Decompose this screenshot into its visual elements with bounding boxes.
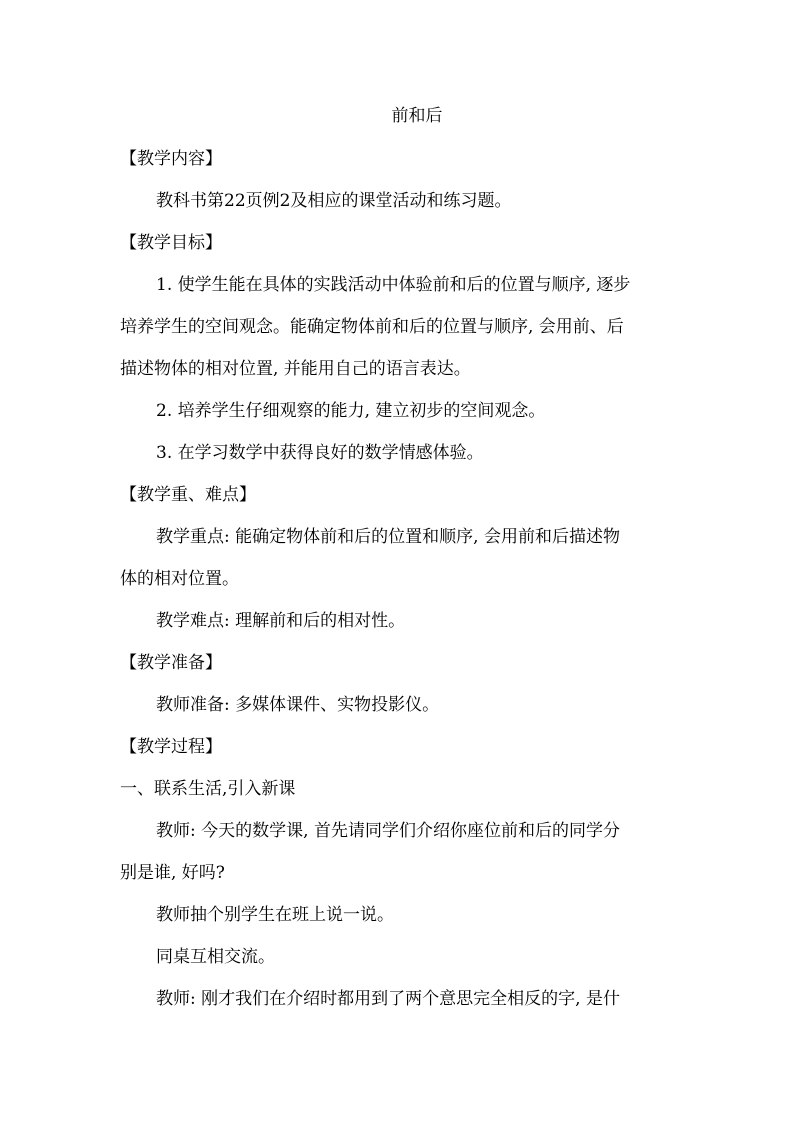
key-point-line-2: 体的相对位置。 [120,569,239,589]
content-text: 教科书第22页例2及相应的课堂活动和练习题。 [156,191,512,211]
section-heading-key-points: 【教学重、难点】 [120,485,256,505]
goal-3: 3. 在学习数学中获得良好的数学情感体验。 [156,443,484,463]
key-point-line-1: 教学重点: 能确定物体前和后的位置和顺序, 会用前和后描述物 [156,527,620,547]
step-1-heading: 一、联系生活,引入新课 [120,779,296,799]
section-heading-preparation: 【教学准备】 [120,653,222,673]
paragraph-1-line-1: 教师: 今天的数学课, 首先请同学们介绍你座位前和后的同学分 [156,821,620,841]
goal-1-line-3: 描述物体的相对位置, 并能用自己的语言表达。 [120,359,471,379]
goal-1-line-1: 1. 使学生能在具体的实践活动中体验前和后的位置与顺序, 逐步 [156,275,631,295]
section-heading-content: 【教学内容】 [120,149,222,169]
preparation-text: 教师准备: 多媒体课件、实物投影仪。 [156,695,440,715]
paragraph-1-line-2: 别是谁, 好吗? [120,863,225,883]
paragraph-3: 同桌互相交流。 [156,947,275,967]
section-heading-process: 【教学过程】 [120,737,222,757]
goal-1-line-2: 培养学生的空间观念。能确定物体前和后的位置与顺序, 会用前、后 [120,317,624,337]
paragraph-2: 教师抽个别学生在班上说一说。 [156,905,394,925]
difficult-point: 教学难点: 理解前和后的相对性。 [156,611,406,631]
document-title: 前和后 [391,106,443,126]
section-heading-goals: 【教学目标】 [120,233,222,253]
goal-2: 2. 培养学生仔细观察的能力, 建立初步的空间观念。 [156,401,546,421]
paragraph-4-line-1: 教师: 刚才我们在介绍时都用到了两个意思完全相反的字, 是什 [156,989,620,1009]
